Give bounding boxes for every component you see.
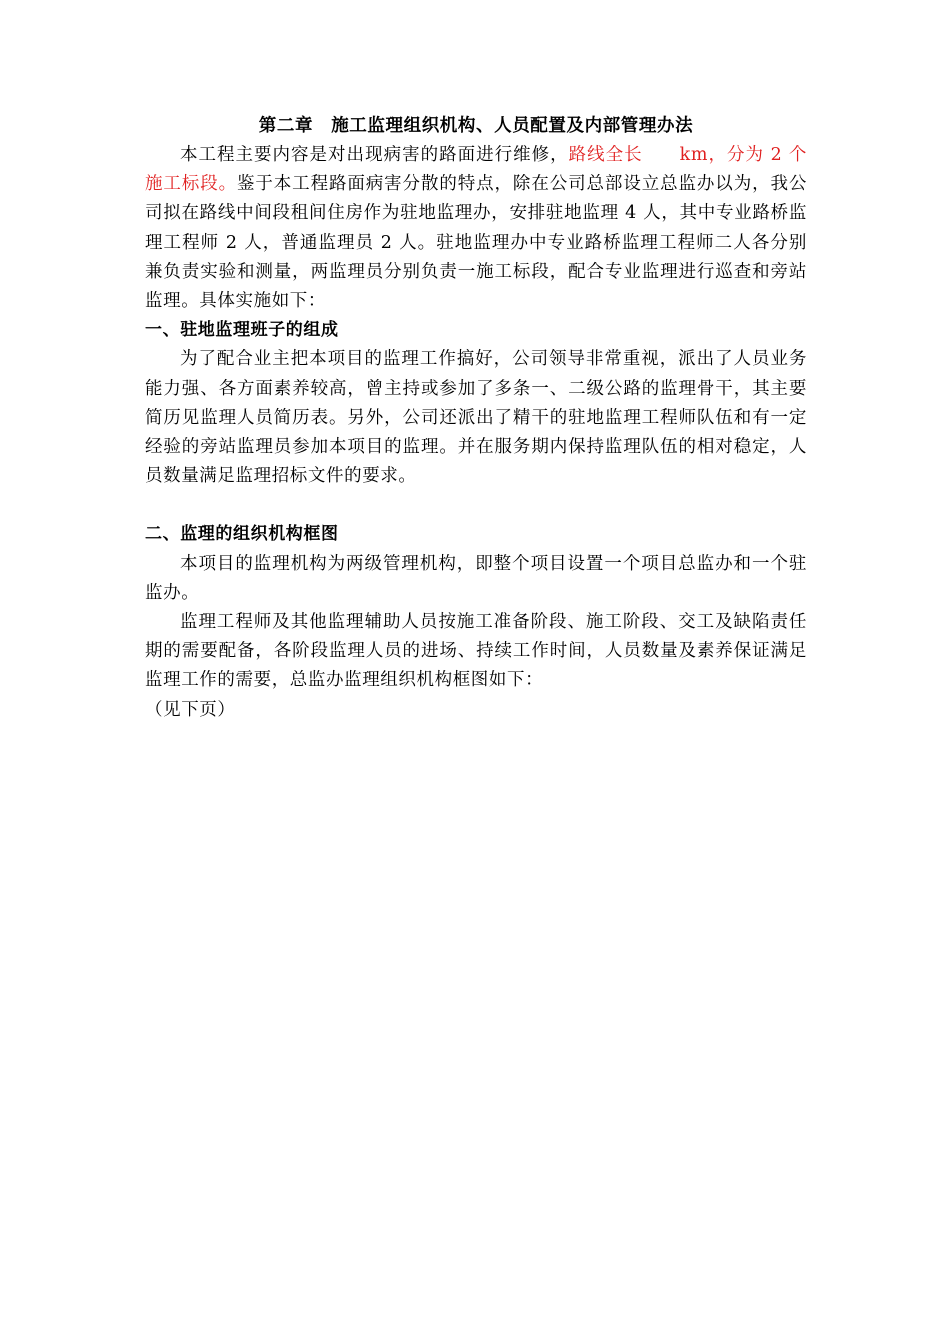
section2-paragraph-2: 监理工程师及其他监理辅助人员按施工准备阶段、施工阶段、交工及缺陷责任期的需要配备，各阶段监理人员的进场、持续工作时间，人员数量及素养保证满足监理工作的需要，总监办监理组织机构框图如下： xyxy=(145,612,807,691)
section2-heading: 二、监理的组织机构框图 xyxy=(145,524,339,545)
intro-paragraph xyxy=(145,141,807,316)
section1-paragraph: 为了配合业主把本项目的监理工作搞好，公司领导非常重视，派出了人员业务能力强、各方面素养较高，曾主持或参加了多条一、二级公路的监理骨干，其主要简历见监理人员简历表。另外，公司还派出了精干的驻地监理工程师队伍和有一定经验的旁站监理员参加本项目的监理。并在服务期内保持监理队伍的相对稳定，人员数量满足监理招标文件的要求。 xyxy=(145,349,807,487)
intro-text-part1: 本工程主要内容是对出现病害的路面进行维修， xyxy=(180,145,569,165)
document-page xyxy=(145,112,807,725)
see-next-page-note: （见下页） xyxy=(145,699,236,720)
intro-highlight-text: 路线全长 km，分为 2 个施工标段。 xyxy=(145,145,807,195)
section1-heading: 一、驻地监理班子的组成 xyxy=(145,320,339,341)
chapter-title: 第二章 施工监理组织机构、人员配置及内部管理办法 xyxy=(258,116,694,136)
intro-text-part2: 鉴于本工程路面病害分散的特点，除在公司总部设立总监办以为，我公司拟在路线中间段租间住房作为驻地监理办，安排驻地监理 4 人，其中专业路桥监理工程师 2 人，普通监理员 2 人。驻地监理办中专业路桥监理工程师二人各分别兼负责实验和测量，两监理员分别负责一施工标段，配合专业监理进行巡查和旁站监理。具体实施如下： xyxy=(145,174,807,312)
section2-paragraph-1: 本项目的监理机构为两级管理机构，即整个项目设置一个项目总监办和一个驻监办。 xyxy=(145,553,807,603)
blank-line xyxy=(145,491,807,520)
